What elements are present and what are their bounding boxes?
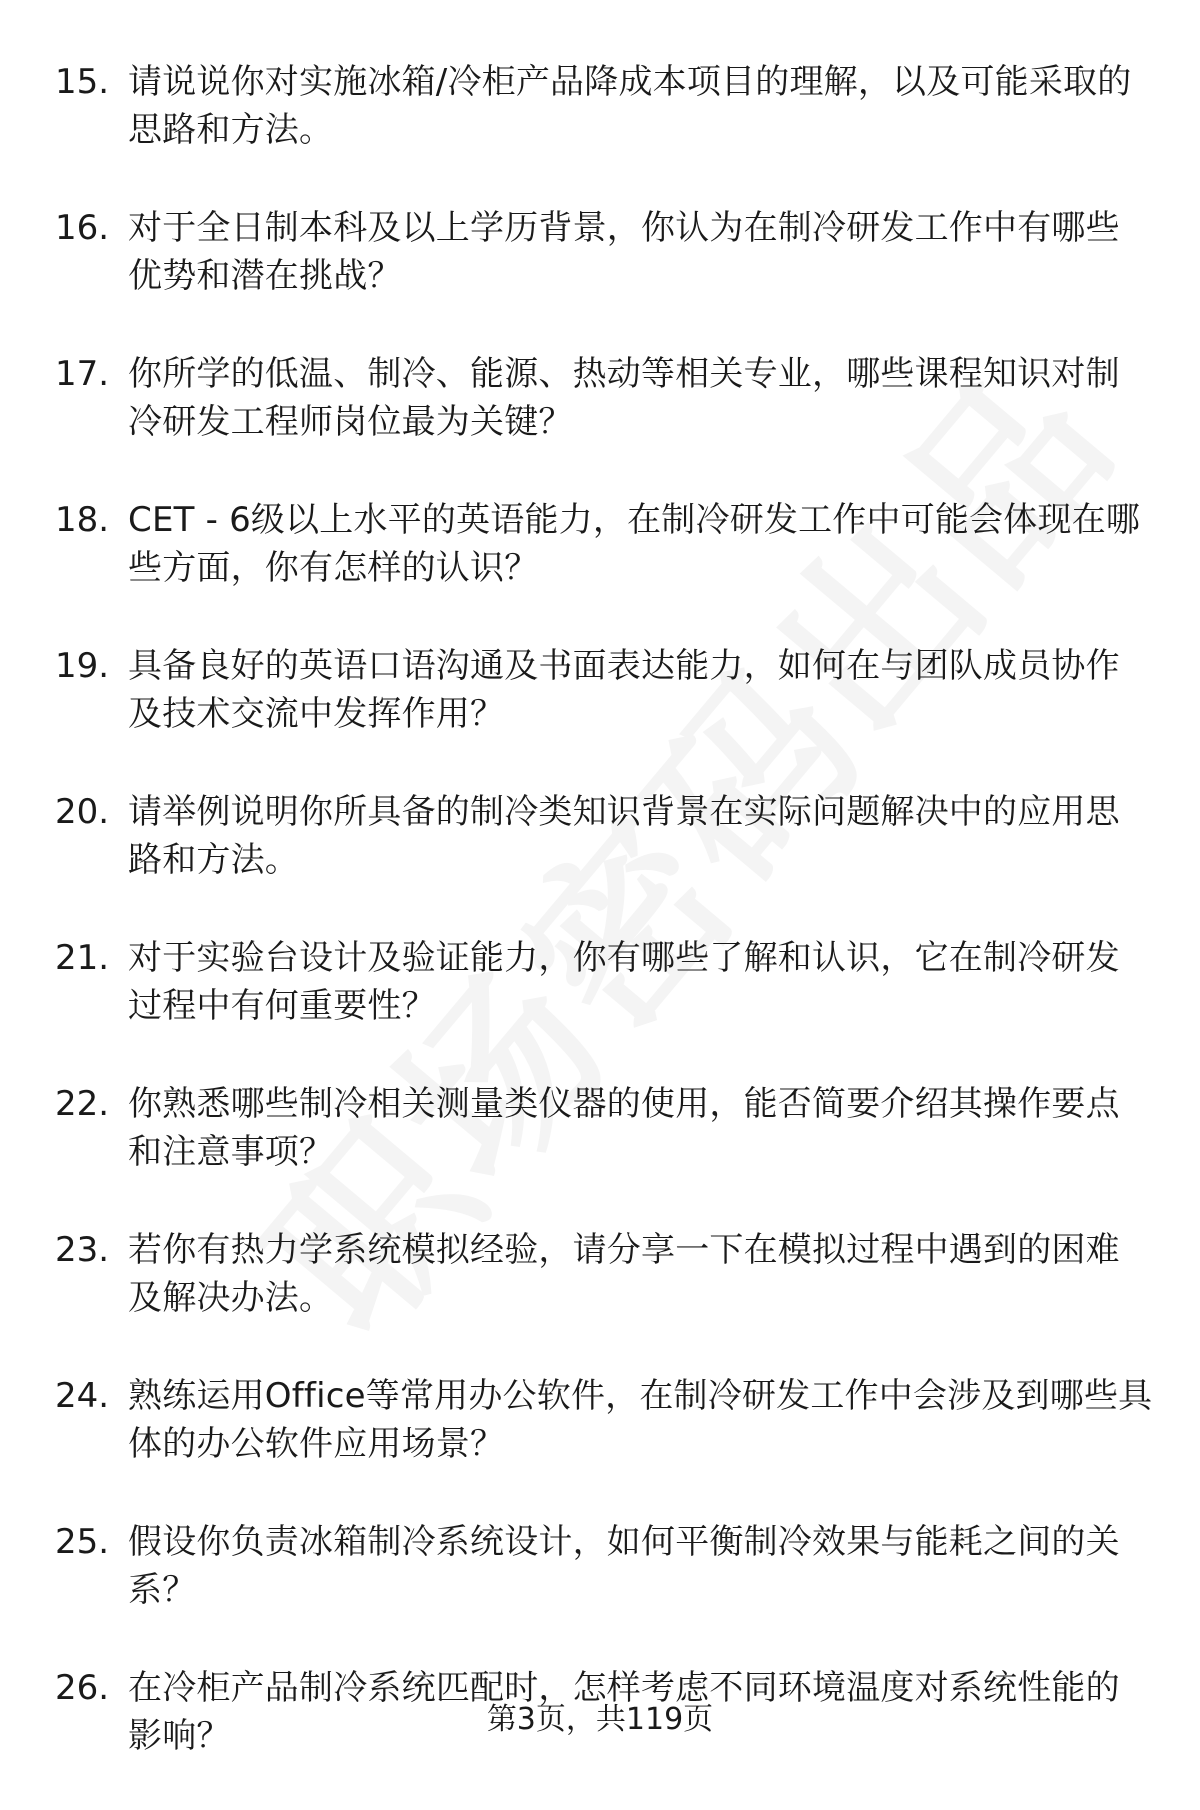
question-item <box>0 642 1200 788</box>
question-number: 23. <box>55 1230 110 1270</box>
question-item <box>0 1226 1200 1372</box>
question-text: 具备良好的英语口语沟通及书面表达能力，如何在与团队成员协作及技术交流中发挥作用？ <box>128 646 1120 734</box>
question-number: 15. <box>55 62 110 102</box>
page-number-label: 第3页，共119页 <box>486 1702 714 1737</box>
question-text: 对于实验台设计及验证能力，你有哪些了解和认识，它在制冷研发过程中有何重要性？ <box>128 938 1120 1026</box>
question-item <box>0 934 1200 1080</box>
question-text: 请举例说明你所具备的制冷类知识背景在实际问题解决中的应用思路和方法。 <box>128 792 1120 880</box>
question-item <box>0 1080 1200 1226</box>
question-number: 26. <box>55 1668 110 1708</box>
question-number: 18. <box>55 500 110 540</box>
question-item <box>0 788 1200 934</box>
question-text: 熟练运用Office等常用办公软件，在制冷研发工作中会涉及到哪些具体的办公软件应用场景？ <box>128 1376 1153 1464</box>
question-item <box>0 204 1200 350</box>
question-number: 22. <box>55 1084 110 1124</box>
question-list <box>0 58 1200 1810</box>
question-text: 对于全日制本科及以上学历背景，你认为在制冷研发工作中有哪些优势和潜在挑战？ <box>128 208 1120 296</box>
question-number: 19. <box>55 646 110 686</box>
question-number: 20. <box>55 792 110 832</box>
question-number: 25. <box>55 1522 110 1562</box>
question-item <box>0 1518 1200 1664</box>
question-number: 17. <box>55 354 110 394</box>
question-number: 24. <box>55 1376 110 1416</box>
question-item <box>0 58 1200 204</box>
question-text: 你所学的低温、制冷、能源、热动等相关专业，哪些课程知识对制冷研发工程师岗位最为关键？ <box>128 354 1120 442</box>
question-text: 请说说你对实施冰箱/冷柜产品降成本项目的理解，以及可能采取的思路和方法。 <box>128 62 1132 150</box>
page-footer <box>0 1700 1200 1740</box>
question-text: 假设你负责冰箱制冷系统设计，如何平衡制冷效果与能耗之间的关系？ <box>128 1522 1120 1610</box>
question-text: 若你有热力学系统模拟经验，请分享一下在模拟过程中遇到的困难及解决办法。 <box>128 1230 1120 1318</box>
question-item <box>0 1372 1200 1518</box>
question-text: 你熟悉哪些制冷相关测量类仪器的使用，能否简要介绍其操作要点和注意事项？ <box>128 1084 1120 1172</box>
question-number: 16. <box>55 208 110 248</box>
question-number: 21. <box>55 938 110 978</box>
question-text: CET - 6级以上水平的英语能力，在制冷研发工作中可能会体现在哪些方面，你有怎样的认识？ <box>128 500 1141 588</box>
question-item <box>0 496 1200 642</box>
question-text: 在冷柜产品制冷系统匹配时，怎样考虑不同环境温度对系统性能的影响？ <box>128 1668 1120 1756</box>
question-item <box>0 350 1200 496</box>
